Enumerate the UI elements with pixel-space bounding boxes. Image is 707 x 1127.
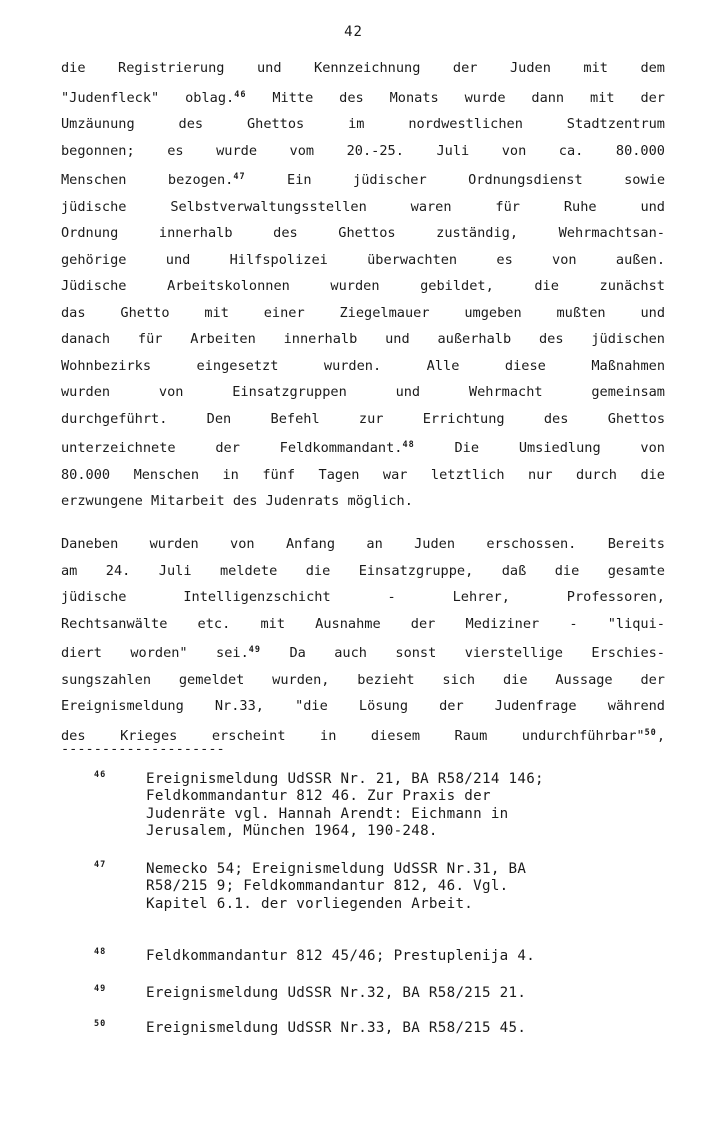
footnote-text: Ereignismeldung UdSSR Nr. 21, BA R58/214 146; Feldkommandantur 812 46. Zur Praxis der Judenräte vgl. Hannah Arendt: Eichmann in Jerusalem, München 1964, 190-248.: [146, 771, 544, 839]
footnote-text: Feldkommandantur 812 45/46; Prestuplenija 4.: [146, 948, 536, 964]
footnote-separator: --------------------: [61, 741, 225, 757]
footnote-48: [94, 947, 634, 965]
footnote-ref: 48: [402, 440, 415, 450]
paragraph-shootings: [61, 531, 665, 749]
text-line: Jüdische Arbeitskolonnen wurden gebildet, die zunächst: [61, 278, 665, 294]
text-line: Ereignismeldung Nr.33, "die Lösung der Judenfrage während: [61, 698, 665, 714]
paragraph-ghetto-establishment: [61, 55, 665, 515]
footnote-ref: 50: [644, 727, 657, 738]
text-line: jüdische Intelligenzschicht - Lehrer, Professoren,: [61, 589, 665, 605]
footnote-49: [94, 984, 634, 1002]
footnote-ref: 49: [248, 645, 262, 655]
text-line: jüdische Selbstverwaltungsstellen waren für Ruhe und: [61, 198, 665, 215]
text-line: das Ghetto mit einer Ziegelmauer umgeben mußten und: [61, 304, 665, 321]
footnote-text: Ereignismeldung UdSSR Nr.32, BA R58/215 21.: [146, 985, 527, 1001]
text-line: erzwungene Mitarbeit des Judenrats möglich.: [61, 493, 413, 509]
footnote-number: 46: [94, 770, 107, 780]
text-line: danach für Arbeiten innerhalb und außerhalb des jüdischen: [61, 331, 665, 347]
footnote-ref: 46: [234, 89, 247, 100]
footnote-50: [94, 1019, 634, 1037]
footnote-ref: 47: [233, 172, 246, 182]
footnote-text: Nemecko 54; Ereignismeldung UdSSR Nr.31, BA R58/215 9; Feldkommandantur 812, 46. Vgl. Kapitel 6.1. der vorliegenden Arbeit.: [146, 861, 527, 912]
text-line: Rechtsanwälte etc. mit Ausnahme der Mediziner - "liqui-: [61, 615, 665, 632]
text-line: Umzäunung des Ghettos im nordwestlichen Stadtzentrum: [61, 116, 665, 132]
text-line: sungszahlen gemeldet wurden, bezieht sich die Aussage der: [61, 671, 665, 688]
text-line: wurden von Einsatzgruppen und Wehrmacht gemeinsam: [61, 384, 665, 400]
text-line: begonnen; es wurde vom 20.-25. Juli von ca. 80.000: [61, 142, 665, 159]
footnote-47: [94, 860, 634, 913]
text-line: gehörige und Hilfspolizei überwachten es von außen.: [61, 251, 665, 268]
footnote-number: 49: [94, 984, 107, 994]
text-line: die Registrierung und Kennzeichnung der Juden mit dem: [61, 60, 665, 76]
text-line: unterzeichnete der Feldkommandant.$^{48}$ Die Umsiedlung von: [61, 440, 665, 456]
text-line: des Krieges erscheint in diesem Raum undurchführbar"$^{50}$,: [61, 727, 665, 744]
footnote-number: 50: [94, 1019, 107, 1029]
text-line: 80.000 Menschen in fünf Tagen war letztlich nur durch die: [61, 466, 665, 483]
text-line: Ordnung innerhalb des Ghettos zuständig, Wehrmachtsan-: [61, 225, 665, 241]
text-line: "Judenfleck" oblag.$^{46}$ Mitte des Monats wurde dann mit der: [61, 89, 665, 106]
footnote-46: [94, 770, 634, 840]
text-line: durchgeführt. Den Befehl zur Errichtung des Ghettos: [61, 410, 665, 427]
page-number: 42: [344, 24, 363, 40]
footnote-number: 48: [94, 947, 107, 957]
text-line: am 24. Juli meldete die Einsatzgruppe, daß die gesamte: [61, 562, 665, 579]
text-line: Menschen bezogen.$^{47}$ Ein jüdischer Ordnungsdienst sowie: [61, 172, 665, 188]
text-line: Wohnbezirks eingesetzt wurden. Alle diese Maßnahmen: [61, 357, 665, 374]
text-line: Daneben wurden von Anfang an Juden erschossen. Bereits: [61, 536, 665, 552]
footnote-text: Ereignismeldung UdSSR Nr.33, BA R58/215 45.: [146, 1020, 527, 1036]
footnote-number: 47: [94, 860, 107, 870]
text-line: diert worden" sei.$^{49}$ Da auch sonst vierstellige Erschies-: [61, 645, 665, 661]
